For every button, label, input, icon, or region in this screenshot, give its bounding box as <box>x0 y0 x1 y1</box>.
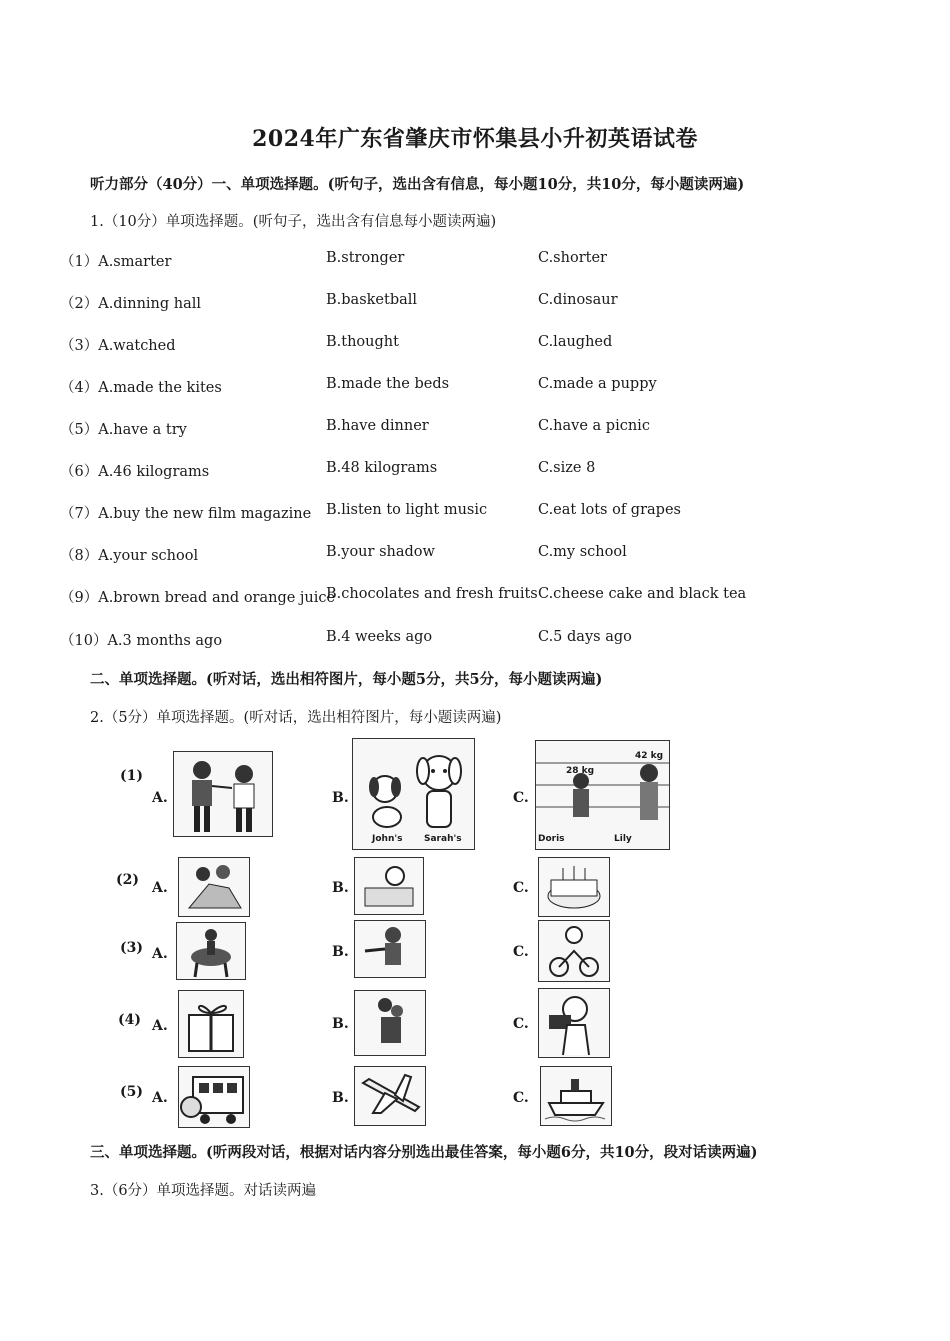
picture-2b <box>354 857 424 915</box>
two-people-icon <box>174 752 272 836</box>
option-b: B.listen to light music <box>326 502 488 518</box>
caption-weight-2: 42 kg <box>635 751 664 761</box>
option-b: B.your shadow <box>326 544 435 560</box>
picture-5c <box>540 1066 612 1126</box>
question2-heading: 2.（5分）单项选择题。(听对话，选出相符图片，每小题读两遍) <box>90 710 502 726</box>
picture-3c <box>538 920 610 982</box>
picture-row-number: (2) <box>116 872 139 888</box>
option-c: C.have a picnic <box>538 418 650 434</box>
option-row <box>60 376 860 398</box>
picture-5b <box>354 1066 426 1126</box>
picture-2c <box>538 857 610 917</box>
caption-weight-1: 28 kg <box>566 766 595 776</box>
option-b: B.thought <box>326 334 399 350</box>
option-c: C.my school <box>538 544 627 560</box>
option-row <box>60 292 860 314</box>
birthday-cake-icon <box>539 858 609 916</box>
option-b: B.basketball <box>326 292 418 308</box>
option-b: B.4 weeks ago <box>326 629 433 645</box>
picture-label-c: C. <box>513 944 529 960</box>
option-a: （2）A.dinning hall <box>60 296 202 312</box>
flowers-icon <box>355 991 425 1055</box>
option-b: B.made the beds <box>326 376 450 392</box>
option-a: （3）A.watched <box>60 338 176 354</box>
option-b: B.stronger <box>326 250 405 266</box>
option-a: （8）A.your school <box>60 548 199 564</box>
option-b: B.48 kilograms <box>326 460 438 476</box>
option-c: C.shorter <box>538 250 607 266</box>
picture-row-number: (3) <box>120 940 143 956</box>
picture-label-b: B. <box>332 1090 349 1106</box>
picture-label-c: C. <box>513 790 529 806</box>
bike-riding-icon <box>539 921 609 981</box>
children-playing-icon <box>179 858 249 916</box>
picture-label-b: B. <box>332 790 349 806</box>
picture-row-number: (1) <box>120 768 143 784</box>
option-a: （4）A.made the kites <box>60 380 222 396</box>
option-c: C.made a puppy <box>538 376 657 392</box>
horse-riding-icon <box>177 923 245 979</box>
page-title: 2024年广东省肇庆市怀集县小升初英语试卷 <box>252 126 698 152</box>
caption-johns: John's <box>372 834 403 844</box>
option-row <box>60 544 860 566</box>
picture-label-a: A. <box>152 790 168 806</box>
option-b: B.chocolates and fresh fruits <box>326 586 538 602</box>
caption-doris: Doris <box>538 834 565 844</box>
picture-4b <box>354 990 426 1056</box>
caption-sarahs: Sarah's <box>424 834 462 844</box>
picture-label-a: A. <box>152 1018 168 1034</box>
ship-icon <box>541 1067 611 1125</box>
section3-heading: 三、单项选择题。(听两段对话，根据对话内容分别选出最佳答案，每小题6分，共10分，段对话读两遍) <box>90 1144 758 1161</box>
option-row <box>60 629 860 651</box>
option-row <box>60 502 860 524</box>
dogs-icon <box>353 739 474 849</box>
picture-label-b: B. <box>332 880 349 896</box>
option-c: C.eat lots of grapes <box>538 502 681 518</box>
picture-2a <box>178 857 250 917</box>
option-c: C.laughed <box>538 334 613 350</box>
picture-4c <box>538 988 610 1058</box>
option-c: C.5 days ago <box>538 629 632 645</box>
picture-label-a: A. <box>152 880 168 896</box>
question3-heading: 3.（6分）单项选择题。对话读两遍 <box>90 1183 317 1199</box>
person-icon <box>355 921 425 977</box>
gift-box-icon <box>179 991 243 1057</box>
option-row <box>60 460 860 482</box>
picture-1a <box>173 751 273 837</box>
option-a: （9）A.brown bread and orange juice <box>60 590 336 606</box>
picture-label-a: A. <box>152 946 168 962</box>
taking-photo-icon <box>539 989 609 1057</box>
option-row <box>60 250 860 272</box>
question1-heading: 1.（10分）单项选择题。(听句子，选出含有信息每小题读两遍) <box>90 214 497 230</box>
option-a: （10）A.3 months ago <box>60 633 223 649</box>
picture-label-b: B. <box>332 1016 349 1032</box>
picture-3b <box>354 920 426 978</box>
caption-lily: Lily <box>614 834 632 844</box>
picture-row-number: (5) <box>120 1084 143 1100</box>
option-a: （7）A.buy the new film magazine <box>60 506 312 522</box>
picture-5a <box>178 1066 250 1128</box>
train-icon <box>179 1067 249 1127</box>
section1-heading: 听力部分（40分）一、单项选择题。(听句子，选出含有信息，每小题10分，共10分，每小题读两遍) <box>90 176 745 193</box>
picture-4a <box>178 990 244 1058</box>
option-row <box>60 418 860 440</box>
option-row <box>60 334 860 356</box>
option-c: C.cheese cake and black tea <box>538 586 747 602</box>
option-a: （1）A.smarter <box>60 254 172 270</box>
boy-reading-icon <box>355 858 423 914</box>
airplane-icon <box>355 1067 425 1125</box>
option-b: B.have dinner <box>326 418 429 434</box>
option-c: C.dinosaur <box>538 292 618 308</box>
picture-3a <box>176 922 246 980</box>
picture-label-c: C. <box>513 1090 529 1106</box>
option-row <box>60 586 860 608</box>
picture-label-c: C. <box>513 880 529 896</box>
section2-heading: 二、单项选择题。(听对话，选出相符图片，每小题5分，共5分，每小题读两遍) <box>90 671 603 688</box>
picture-row-number: (4) <box>118 1012 141 1028</box>
option-a: （6）A.46 kilograms <box>60 464 210 480</box>
option-a: （5）A.have a try <box>60 422 187 438</box>
picture-label-b: B. <box>332 944 349 960</box>
picture-label-c: C. <box>513 1016 529 1032</box>
option-c: C.size 8 <box>538 460 596 476</box>
picture-label-a: A. <box>152 1090 168 1106</box>
